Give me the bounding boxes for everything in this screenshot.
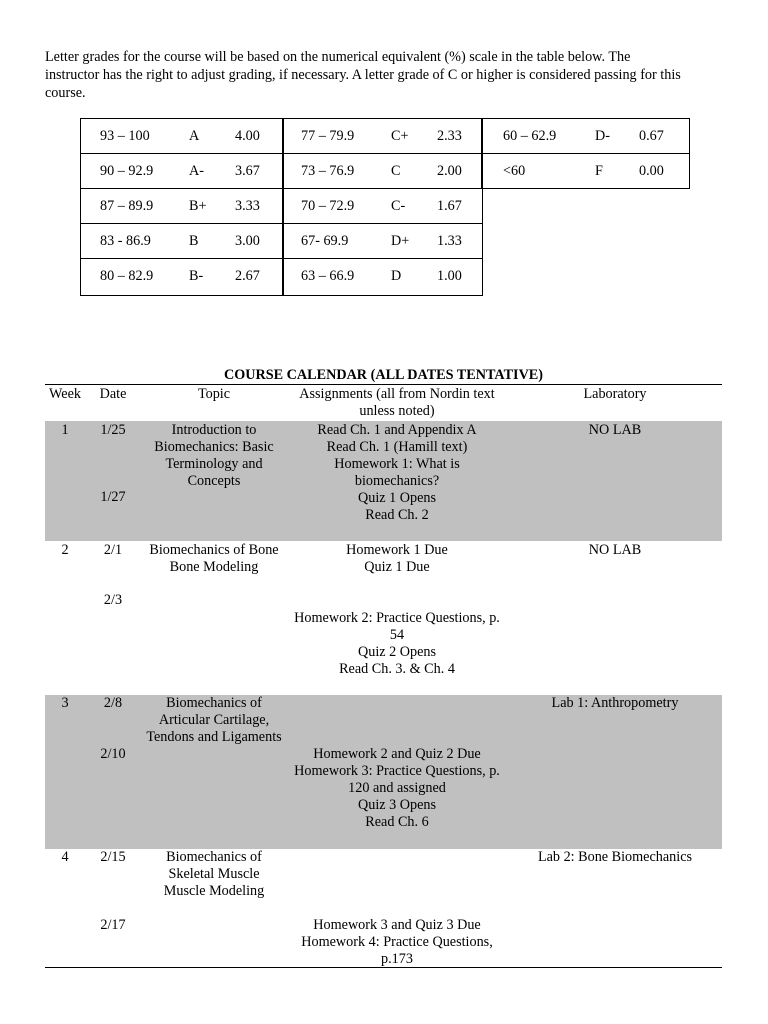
- topic-line: Biomechanics of: [166, 695, 262, 711]
- grade-letter: D+: [391, 233, 410, 249]
- grading-intro-paragraph: [45, 48, 735, 102]
- grade-points: 2.33: [437, 128, 462, 144]
- assignment-line: Homework 1 Due: [346, 542, 448, 558]
- grade-letter: F: [595, 163, 603, 179]
- assignments: [287, 610, 507, 678]
- grade-points: 0.67: [639, 128, 664, 144]
- assignment-line: Read Ch. 1 (Hamill text): [326, 439, 468, 455]
- grade-block-2: [282, 118, 483, 296]
- assignments: [287, 542, 507, 576]
- grade-row: [283, 154, 482, 189]
- grade-letter: A: [189, 128, 200, 144]
- topic: [141, 695, 287, 746]
- week-number: 4: [61, 849, 69, 865]
- calendar-top-rule: [45, 384, 722, 385]
- grade-points: 3.33: [235, 198, 260, 214]
- header-assignments: [287, 386, 507, 420]
- grade-range: 67- 69.9: [301, 233, 349, 249]
- grade-letter: B+: [189, 198, 207, 214]
- grade-row: [81, 189, 283, 224]
- header-topic: Topic: [197, 386, 231, 402]
- grade-row: [283, 119, 482, 154]
- assignments: [287, 422, 507, 524]
- calendar-title: COURSE CALENDAR (ALL DATES TENTATIVE): [223, 367, 543, 383]
- grade-points: 3.00: [235, 233, 260, 249]
- header-assignments-line: Assignments (all from Nordin text: [299, 386, 495, 402]
- calendar-row-week-3: [45, 695, 722, 849]
- laboratory: Lab 1: Anthropometry: [551, 695, 679, 711]
- grade-points: 2.00: [437, 163, 462, 179]
- grade-points: 4.00: [235, 128, 260, 144]
- assignment-line: Quiz 1 Opens: [357, 490, 437, 506]
- grade-letter: B-: [189, 268, 204, 284]
- grade-block-1: [80, 118, 284, 296]
- topic-line: Biomechanics of: [166, 849, 262, 865]
- intro-line: course.: [45, 85, 86, 101]
- assignment-line: Homework 4: Practice Questions,: [301, 934, 493, 950]
- grade-range: 93 – 100: [100, 128, 150, 144]
- week-number: 2: [61, 542, 69, 558]
- grade-row: [81, 154, 283, 189]
- header-week: Week: [49, 386, 81, 402]
- calendar-header-row: [45, 386, 722, 420]
- header-date: Date: [99, 386, 127, 402]
- topic-line: Biomechanics: Basic: [154, 439, 274, 455]
- grade-letter: B: [189, 233, 199, 249]
- grade-row: [283, 189, 482, 224]
- assignment-line: Quiz 2 Opens: [357, 644, 437, 660]
- assignments: [287, 917, 507, 968]
- intro-line: Letter grades for the course will be based on the numerical equivalent (%) scale in the table below. The: [45, 49, 631, 65]
- assignments: [287, 746, 507, 831]
- date: 1/27: [100, 489, 126, 505]
- topic-line: Terminology and: [165, 456, 263, 472]
- grade-row: [81, 119, 283, 154]
- grade-range: 73 – 76.9: [301, 163, 355, 179]
- laboratory: Lab 2: Bone Biomechanics: [537, 849, 693, 865]
- grade-letter: C-: [391, 198, 406, 214]
- grade-row: [482, 154, 689, 188]
- assignment-line: Homework 3 and Quiz 3 Due: [313, 917, 481, 933]
- grade-points: 1.00: [437, 268, 462, 284]
- grade-points: 1.33: [437, 233, 462, 249]
- assignment-line: Read Ch. 3. & Ch. 4: [339, 661, 455, 677]
- date: 2/17: [100, 917, 126, 933]
- assignment-line: Homework 1: What is: [334, 456, 460, 472]
- grade-range: 77 – 79.9: [301, 128, 355, 144]
- assignment-line: Read Ch. 2: [365, 507, 429, 523]
- grade-range: 63 – 66.9: [301, 268, 355, 284]
- grade-range: 90 – 92.9: [100, 163, 154, 179]
- assignment-line: Read Ch. 1 and Appendix A: [317, 422, 477, 438]
- grade-row: [81, 259, 283, 293]
- grade-range: <60: [503, 163, 526, 179]
- laboratory: NO LAB: [588, 542, 642, 558]
- grade-row: [283, 224, 482, 259]
- laboratory: NO LAB: [588, 422, 642, 438]
- grade-points: 3.67: [235, 163, 260, 179]
- assignment-line: Homework 2: Practice Questions, p.: [294, 610, 500, 626]
- assignment-line: 54: [389, 627, 405, 643]
- week-number: 3: [61, 695, 69, 711]
- topic-line: Bone Modeling: [169, 559, 259, 575]
- grade-points: 0.00: [639, 163, 664, 179]
- week-number: 1: [61, 422, 69, 438]
- assignment-line: Homework 2 and Quiz 2 Due: [313, 746, 481, 762]
- topic-line: Skeletal Muscle: [168, 866, 260, 882]
- grade-letter: C+: [391, 128, 409, 144]
- grade-range: 80 – 82.9: [100, 268, 154, 284]
- assignment-line: p.173: [381, 951, 413, 967]
- assignment-line: biomechanics?: [354, 473, 440, 489]
- intro-line: instructor has the right to adjust grading, if necessary. A letter grade of C or higher is considered passing for this: [45, 67, 681, 83]
- grade-range: 60 – 62.9: [503, 128, 557, 144]
- grade-letter: A-: [189, 163, 204, 179]
- grade-row: [482, 119, 689, 154]
- calendar-bottom-rule: [45, 967, 722, 968]
- assignment-line: Quiz 3 Opens: [357, 797, 437, 813]
- calendar-row-week-4: [45, 849, 722, 967]
- grade-block-3: [481, 118, 690, 189]
- header-assignments-line: unless noted): [359, 403, 435, 419]
- grade-range: 70 – 72.9: [301, 198, 355, 214]
- grade-row: [81, 224, 283, 259]
- date: 1/25: [100, 422, 126, 438]
- topic: [141, 849, 287, 900]
- header-laboratory: Laboratory: [583, 386, 647, 402]
- grade-letter: D: [391, 268, 402, 284]
- topic-line: Articular Cartilage,: [158, 712, 270, 728]
- topic-line: Muscle Modeling: [163, 883, 265, 899]
- topic-line: Concepts: [187, 473, 241, 489]
- topic-line: Biomechanics of Bone: [149, 542, 279, 558]
- grade-letter: D-: [595, 128, 610, 144]
- grade-row: [283, 259, 482, 293]
- topic: [141, 542, 287, 576]
- topic-line: Introduction to: [171, 422, 257, 438]
- date: 2/8: [103, 695, 123, 711]
- grade-range: 83 - 86.9: [100, 233, 151, 249]
- date: 2/3: [103, 592, 123, 608]
- date: 2/10: [100, 746, 126, 762]
- assignment-line: Homework 3: Practice Questions, p.: [294, 763, 500, 779]
- grade-range: 87 – 89.9: [100, 198, 154, 214]
- assignment-line: Read Ch. 6: [365, 814, 429, 830]
- assignment-line: Quiz 1 Due: [364, 559, 430, 575]
- topic: [141, 422, 287, 490]
- date: 2/1: [103, 542, 123, 558]
- grade-letter: C: [391, 163, 401, 179]
- grade-points: 2.67: [235, 268, 260, 284]
- calendar-row-week-2: [45, 541, 722, 695]
- assignment-line: 120 and assigned: [348, 780, 446, 796]
- topic-line: Tendons and Ligaments: [146, 729, 282, 745]
- calendar-row-week-1: [45, 421, 722, 541]
- date: 2/15: [100, 849, 126, 865]
- grade-points: 1.67: [437, 198, 462, 214]
